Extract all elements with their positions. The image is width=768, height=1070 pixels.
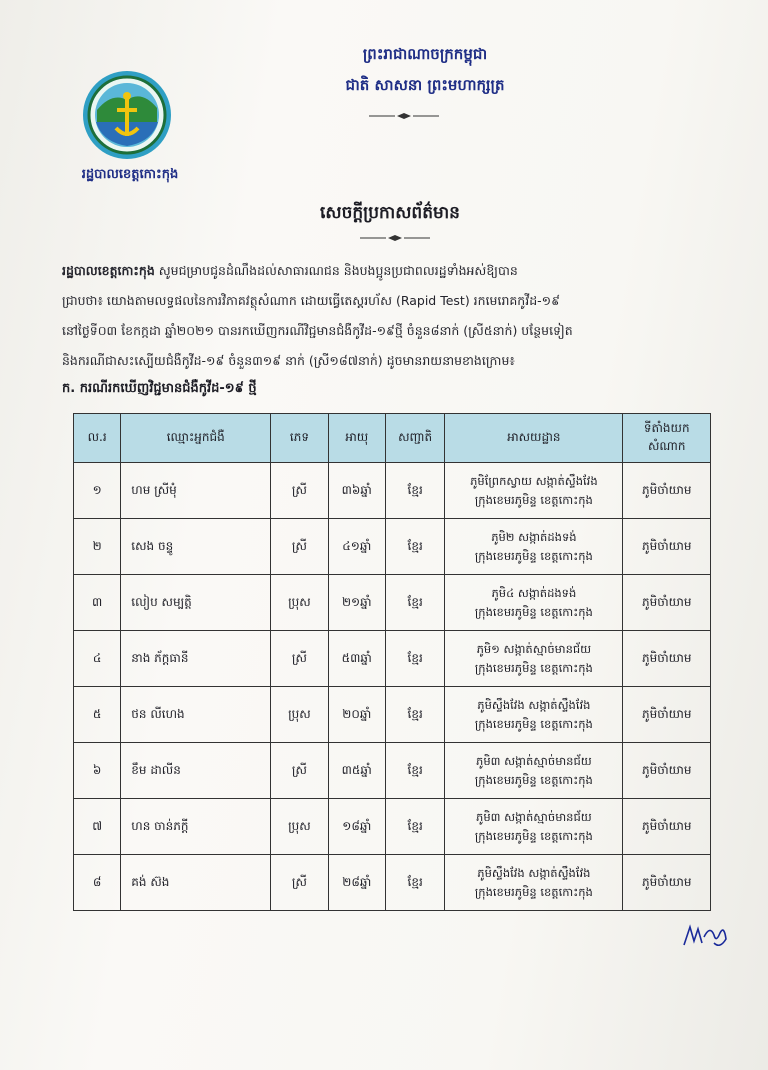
col-header-name: ឈ្មោះអ្នកជំងឺ	[121, 414, 271, 463]
table-row	[74, 743, 711, 799]
cell-no: ៤	[74, 631, 121, 687]
cell-no: ៣	[74, 575, 121, 631]
table-row	[74, 575, 711, 631]
cell-nationality: ខ្មែរ	[385, 463, 444, 519]
cell-age: ៥៣ឆ្នាំ	[328, 631, 385, 687]
paragraph-line-2: ជ្រាបថា៖ យោងតាមលទ្ធផលនៃការវិភាគវត្ថុសំណាក ដោយធ្វើតេស្តរហ័ស (Rapid Test) រកមេរោគកូវីដ-១៩	[62, 293, 560, 308]
cell-sample-site: ភូមិចាំយាម	[623, 519, 711, 575]
cell-no: ៧	[74, 799, 121, 855]
cases-table	[73, 413, 711, 911]
cell-name: ហម ស្រីមុំ	[121, 463, 271, 519]
table-row	[74, 855, 711, 911]
cell-sex: ប្រុស	[271, 687, 328, 743]
cell-sample-site: ភូមិចាំយាម	[623, 631, 711, 687]
table-row	[74, 631, 711, 687]
cell-sample-site: ភូមិចាំយាម	[623, 799, 711, 855]
col-header-no: ល.រ	[74, 414, 121, 463]
cell-name: នាង ភ័ក្ដធានី	[121, 631, 271, 687]
table-row	[74, 463, 711, 519]
cell-address	[445, 575, 623, 631]
cell-age: ២០ឆ្នាំ	[328, 687, 385, 743]
table-header-row	[74, 414, 711, 463]
cell-sample-site: ភូមិចាំយាម	[623, 575, 711, 631]
paragraph-line	[62, 256, 712, 286]
cell-nationality: ខ្មែរ	[385, 575, 444, 631]
col-header-address: អាសយដ្ឋាន	[445, 414, 623, 463]
page-title: សេចក្ដីប្រកាសព័ត៌មាន	[320, 203, 460, 223]
cell-address	[445, 855, 623, 911]
address-line-1: ភូមិ២ សង្កាត់ដងទង់	[491, 529, 577, 544]
col-header-sex: ភេទ	[271, 414, 328, 463]
cell-address	[445, 799, 623, 855]
cell-nationality: ខ្មែរ	[385, 855, 444, 911]
provincial-seal-icon	[82, 70, 172, 160]
cell-address	[445, 463, 623, 519]
table-row	[74, 799, 711, 855]
cell-address	[445, 519, 623, 575]
address-line-1: ភូមិ៣ សង្កាត់ស្មាច់មានជ័យ	[476, 809, 592, 824]
address-line-2: ក្រុងខេមរភូមិន្ទ ខេត្តកោះកុង	[474, 492, 593, 507]
paragraph-line-3: នៅថ្ងៃទី០៣ ខែកក្កដា ឆ្នាំ២០២១ បានរកឃើញករណីវិជ្ជមានជំងឺកូវីដ-១៩ថ្មី ចំនួន៨នាក់ (ស្រី៥នាក់) បន្ថែមទៀត	[62, 323, 573, 338]
cell-sex: ស្រី	[271, 631, 328, 687]
cell-nationality: ខ្មែរ	[385, 687, 444, 743]
address-line-2: ក្រុងខេមរភូមិន្ទ ខេត្តកោះកុង	[474, 716, 593, 731]
paragraph-lead: រដ្ឋបាលខេត្តកោះកុង	[62, 263, 155, 278]
address-line-1: ភូមិ៤ សង្កាត់ដងទង់	[491, 585, 577, 600]
cell-age: ២៨ឆ្នាំ	[328, 855, 385, 911]
cell-age: ៣៥ឆ្នាំ	[328, 743, 385, 799]
col-header-sample-site: ទីតាំងយកសំណាក	[623, 414, 711, 463]
cell-no: ៥	[74, 687, 121, 743]
cell-name: គង់ ស៊ង	[121, 855, 271, 911]
cell-sex: ស្រី	[271, 463, 328, 519]
signature-icon	[680, 915, 730, 955]
cell-no: ១	[74, 463, 121, 519]
cell-nationality: ខ្មែរ	[385, 519, 444, 575]
col-header-nationality: សញ្ជាតិ	[385, 414, 444, 463]
cell-sex: ស្រី	[271, 743, 328, 799]
cell-age: ៣៦ឆ្នាំ	[328, 463, 385, 519]
cell-no: ៦	[74, 743, 121, 799]
table-row	[74, 687, 711, 743]
cell-nationality: ខ្មែរ	[385, 799, 444, 855]
announcement-paragraph	[62, 256, 712, 376]
cell-name: សេង ចន្ទូ	[121, 519, 271, 575]
cell-sex: ស្រី	[271, 519, 328, 575]
motto-heading: ជាតិ សាសនា ព្រះមហាក្សត្រ	[345, 76, 505, 94]
address-line-1: ភូមិស្ទឹងវែង សង្កាត់ស្ទឹងវែង	[477, 865, 591, 880]
address-line-2: ក្រុងខេមរភូមិន្ទ ខេត្តកោះកុង	[474, 828, 593, 843]
divider-ornament-icon	[360, 234, 430, 242]
cell-sample-site: ភូមិចាំយាម	[623, 463, 711, 519]
cell-age: ១៨ឆ្នាំ	[328, 799, 385, 855]
cell-sex: ប្រុស	[271, 575, 328, 631]
cell-sample-site: ភូមិចាំយាម	[623, 743, 711, 799]
address-line-2: ក្រុងខេមរភូមិន្ទ ខេត្តកោះកុង	[474, 772, 593, 787]
cell-name: ថន លីហេង	[121, 687, 271, 743]
address-line-1: ភូមិស្ទឹងវែង សង្កាត់ស្ទឹងវែង	[477, 697, 591, 712]
cell-name: ហន ចាន់ភក្តី	[121, 799, 271, 855]
cell-sex: ប្រុស	[271, 799, 328, 855]
cell-name: ខឹម ដាលីន	[121, 743, 271, 799]
table-body	[74, 463, 711, 911]
address-line-1: ភូមិ១ សង្កាត់ស្មាច់មានជ័យ	[476, 641, 592, 656]
address-line-2: ក្រុងខេមរភូមិន្ទ ខេត្តកោះកុង	[474, 548, 593, 563]
cell-sample-site: ភូមិចាំយាម	[623, 687, 711, 743]
section-title: ក. ករណីរកឃើញវិជ្ជមានជំងឺកូវីដ-១៩ ថ្មី	[62, 381, 257, 396]
address-line-2: ក្រុងខេមរភូមិន្ទ ខេត្តកោះកុង	[474, 884, 593, 899]
divider-ornament-icon	[369, 112, 439, 120]
cell-address	[445, 631, 623, 687]
address-line-1: ភូមិព្រែកស្វាយ សង្កាត់ស្ទឹងវែង	[470, 473, 598, 488]
cell-age: ៤១ឆ្នាំ	[328, 519, 385, 575]
provincial-admin-name: រដ្ឋបាលខេត្តកោះកុង	[81, 167, 179, 182]
cell-nationality: ខ្មែរ	[385, 743, 444, 799]
address-line-2: ក្រុងខេមរភូមិន្ទ ខេត្តកោះកុង	[474, 660, 593, 675]
address-line-1: ភូមិ៣ សង្កាត់ស្មាច់មានជ័យ	[476, 753, 592, 768]
col-header-age: អាយុ	[328, 414, 385, 463]
cell-no: ៨	[74, 855, 121, 911]
kingdom-heading: ព្រះរាជាណាចក្រកម្ពុជា	[362, 45, 488, 63]
cell-address	[445, 687, 623, 743]
cell-nationality: ខ្មែរ	[385, 631, 444, 687]
address-line-2: ក្រុងខេមរភូមិន្ទ ខេត្តកោះកុង	[474, 604, 593, 619]
paragraph-line-1: សូមជម្រាបជូនដំណឹងដល់សាធារណជន និងបងប្អូនប្រជាពលរដ្ឋទាំងអស់ឱ្យបាន	[154, 263, 518, 278]
paragraph-line-4: និងករណីជាសះស្បើយជំងឺកូវីដ-១៩ ចំនួន៣១៩ នាក់ (ស្រី១៨៧នាក់) ដូចមានរាយនាមខាងក្រោម៖	[62, 353, 515, 368]
cell-age: ២១ឆ្នាំ	[328, 575, 385, 631]
cell-sex: ស្រី	[271, 855, 328, 911]
table-row	[74, 519, 711, 575]
cell-address	[445, 743, 623, 799]
cell-no: ២	[74, 519, 121, 575]
cell-name: លៀប សម្បត្តិ	[121, 575, 271, 631]
cell-sample-site: ភូមិចាំយាម	[623, 855, 711, 911]
